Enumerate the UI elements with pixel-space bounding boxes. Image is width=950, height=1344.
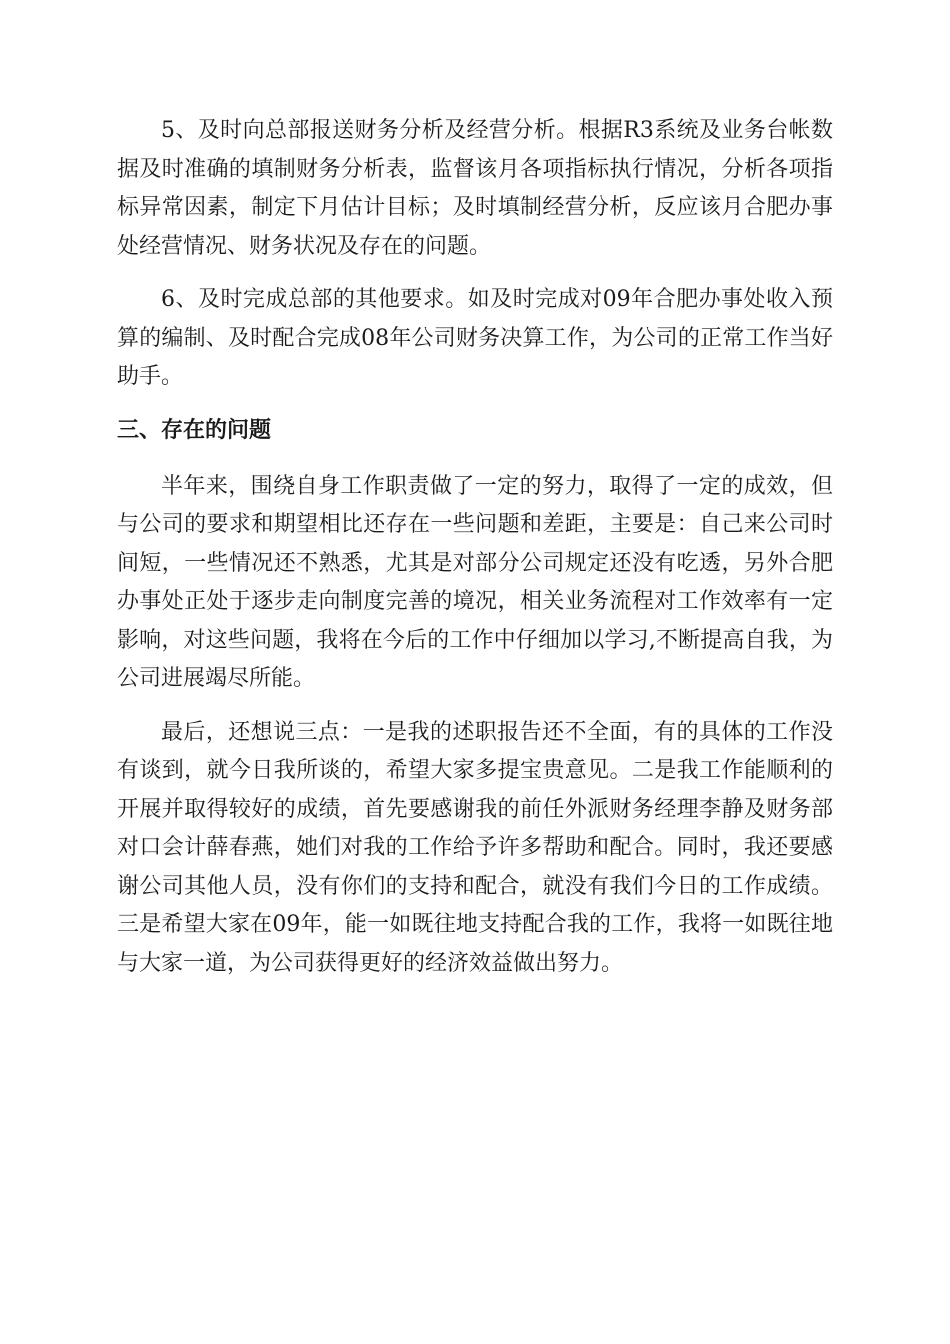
paragraph-report-finance-analysis: 5、及时向总部报送财务分析及经营分析。根据R3系统及业务台帐数据及时准确的填制财务分析表，监督该月各项指标执行情况，分析各项指标异常因素，制定下月估计目标；及时填制经营分析，反应该月合肥办事处经营情况、财务状况及存在的问题。 [117,118,833,259]
paragraph-closing-remarks: 最后，还想说三点：一是我的述职报告还不全面，有的具体的工作没有谈到，就今日我所谈的，希望大家多提宝贵意见。二是我工作能顺利的开展并取得较好的成绩，首先要感谢我的前任外派财务经理李静及财务部对口会计薛春燕，她们对我的工作给予许多帮助和配合。同时，我还要感谢公司其他人员，没有你们的支持和配合，就没有我们今日的工作成绩。三是希望大家在09年，能一如既往地支持配合我的工作，我将一如既往地与大家一道，为公司获得更好的经济效益做出努力。 [117,719,833,976]
paragraph-problems: 半年来，围绕自身工作职责做了一定的努力，取得了一定的成效，但与公司的要求和期望相比还存在一些问题和差距，主要是：自己来公司时间短，一些情况还不熟悉，尤其是对部分公司规定还没有吃透，另外合肥办事处正处于逐步走向制度完善的境况，相关业务流程对工作效率有一定影响，对这些问题，我将在今后的工作中仔细加以学习,不断提高自我，为公司进展竭尽所能。 [117,473,833,691]
section-heading-problems: 三、存在的问题 [117,417,272,443]
paragraph-other-requirements: 6、及时完成总部的其他要求。如及时完成对09年合肥办事处收入预算的编制、及时配合完成08年公司财务决算工作，为公司的正常工作当好助手。 [117,287,833,389]
document-page [117,112,833,998]
